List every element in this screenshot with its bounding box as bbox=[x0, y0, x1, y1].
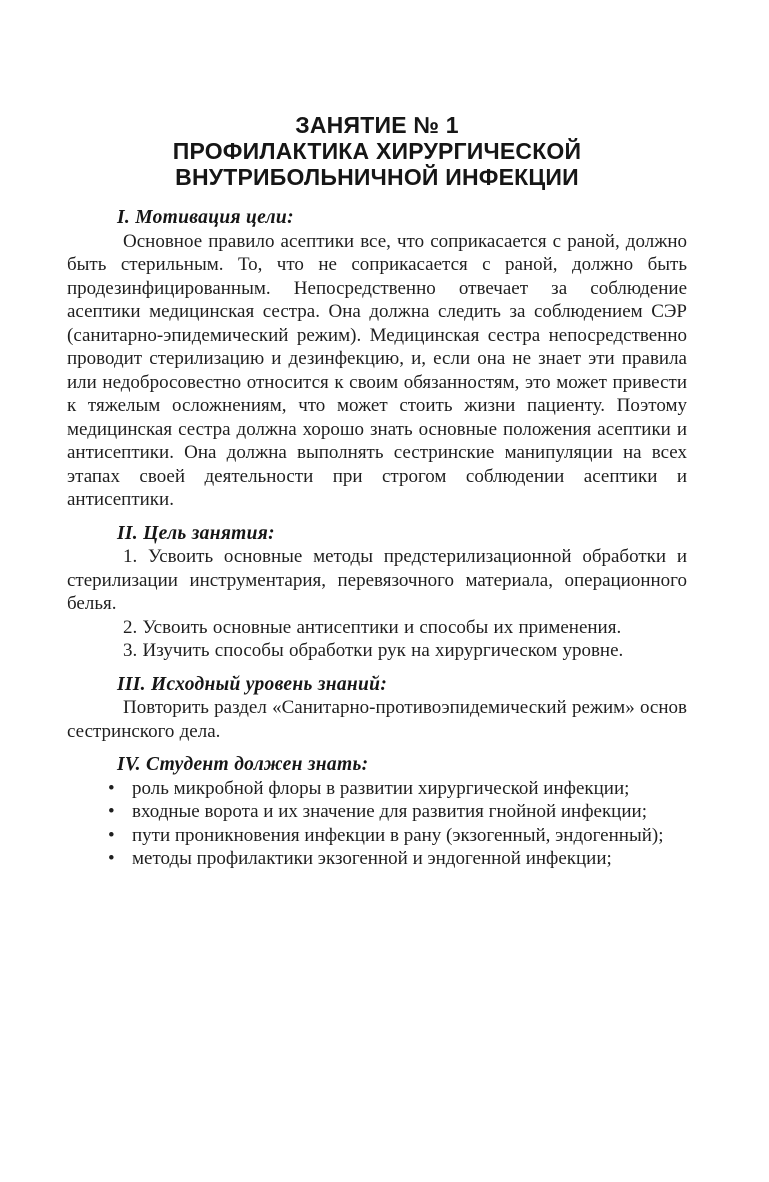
list-item bbox=[67, 847, 687, 871]
list-item-text: роль микробной флоры в развитии хирургической инфекции; bbox=[132, 777, 630, 799]
list-item bbox=[67, 824, 687, 848]
paragraph-goal-item-1: 1. Усвоить основные методы предстерилизационной обработки и стерилизации инструментария, перевязочного материала, операционного белья. bbox=[67, 546, 687, 614]
list-item bbox=[67, 777, 687, 801]
section-heading-student-must-know: IV. Студент должен знать: bbox=[117, 754, 369, 775]
bullet-icon: • bbox=[108, 848, 115, 869]
paragraph-motivation: Основное правило асептики все, что соприкасается с раной, должно быть стерильным. То, что не соприкасается с раной, должно быть продезинфицированным. Непосредственно отвечает за соблюдение асептики медицинская сестра. Она должна следить за соблюдением СЭР (санитарно-эпидемический режим). Медицинская сестра непосредственно проводит стерилизацию и дезинфекцию, и, если она не знает эти правила или недобросовестно относится к своим обязанностям, это может привести к тяжелым осложнениям, что может стоить жизни пациенту. Поэтому медицинская сестра должна хорошо знать основные положения асептики и антисептики. Она должна выполнять сестринские манипуляции на всех этапах своей деятельности при строгом соблюдении асептики и антисептики. bbox=[67, 230, 687, 510]
section-heading-goal: II. Цель занятия: bbox=[117, 522, 275, 544]
page-title bbox=[67, 112, 687, 190]
section-heading-baseline-knowledge: III. Исходный уровень знаний: bbox=[117, 673, 388, 695]
list-item-text: пути проникновения инфекции в рану (экзогенный, эндогенный); bbox=[132, 824, 664, 846]
list-item-text: входные ворота и их значение для развития гнойной инфекции; bbox=[132, 801, 647, 822]
title-line-2: ПРОФИЛАКТИКА ХИРУРГИЧЕСКОЙ bbox=[172, 138, 582, 164]
paragraph-baseline-knowledge: Повторить раздел «Санитарно-противоэпидемический режим» основ сестринского дела. bbox=[67, 697, 687, 742]
bullet-icon: • bbox=[108, 824, 115, 846]
list-item bbox=[67, 800, 687, 824]
paragraph-goal-item-2: 2. Усвоить основные антисептики и способы их применения. bbox=[123, 616, 622, 638]
list-item-text: методы профилактики экзогенной и эндогенной инфекции; bbox=[132, 848, 612, 869]
paragraph-goal-item-3: 3. Изучить способы обработки рук на хирургическом уровне. bbox=[123, 640, 624, 661]
bullet-icon: • bbox=[108, 777, 115, 799]
section-heading-motivation: I. Мотивация цели: bbox=[117, 207, 294, 228]
title-line-3: ВНУТРИБОЛЬНИЧНОЙ ИНФЕКЦИИ bbox=[175, 164, 579, 190]
bullet-icon: • bbox=[108, 801, 115, 822]
text-column bbox=[67, 0, 687, 871]
student-must-know-list bbox=[67, 777, 687, 871]
title-line-1: ЗАНЯТИЕ № 1 bbox=[295, 112, 459, 138]
